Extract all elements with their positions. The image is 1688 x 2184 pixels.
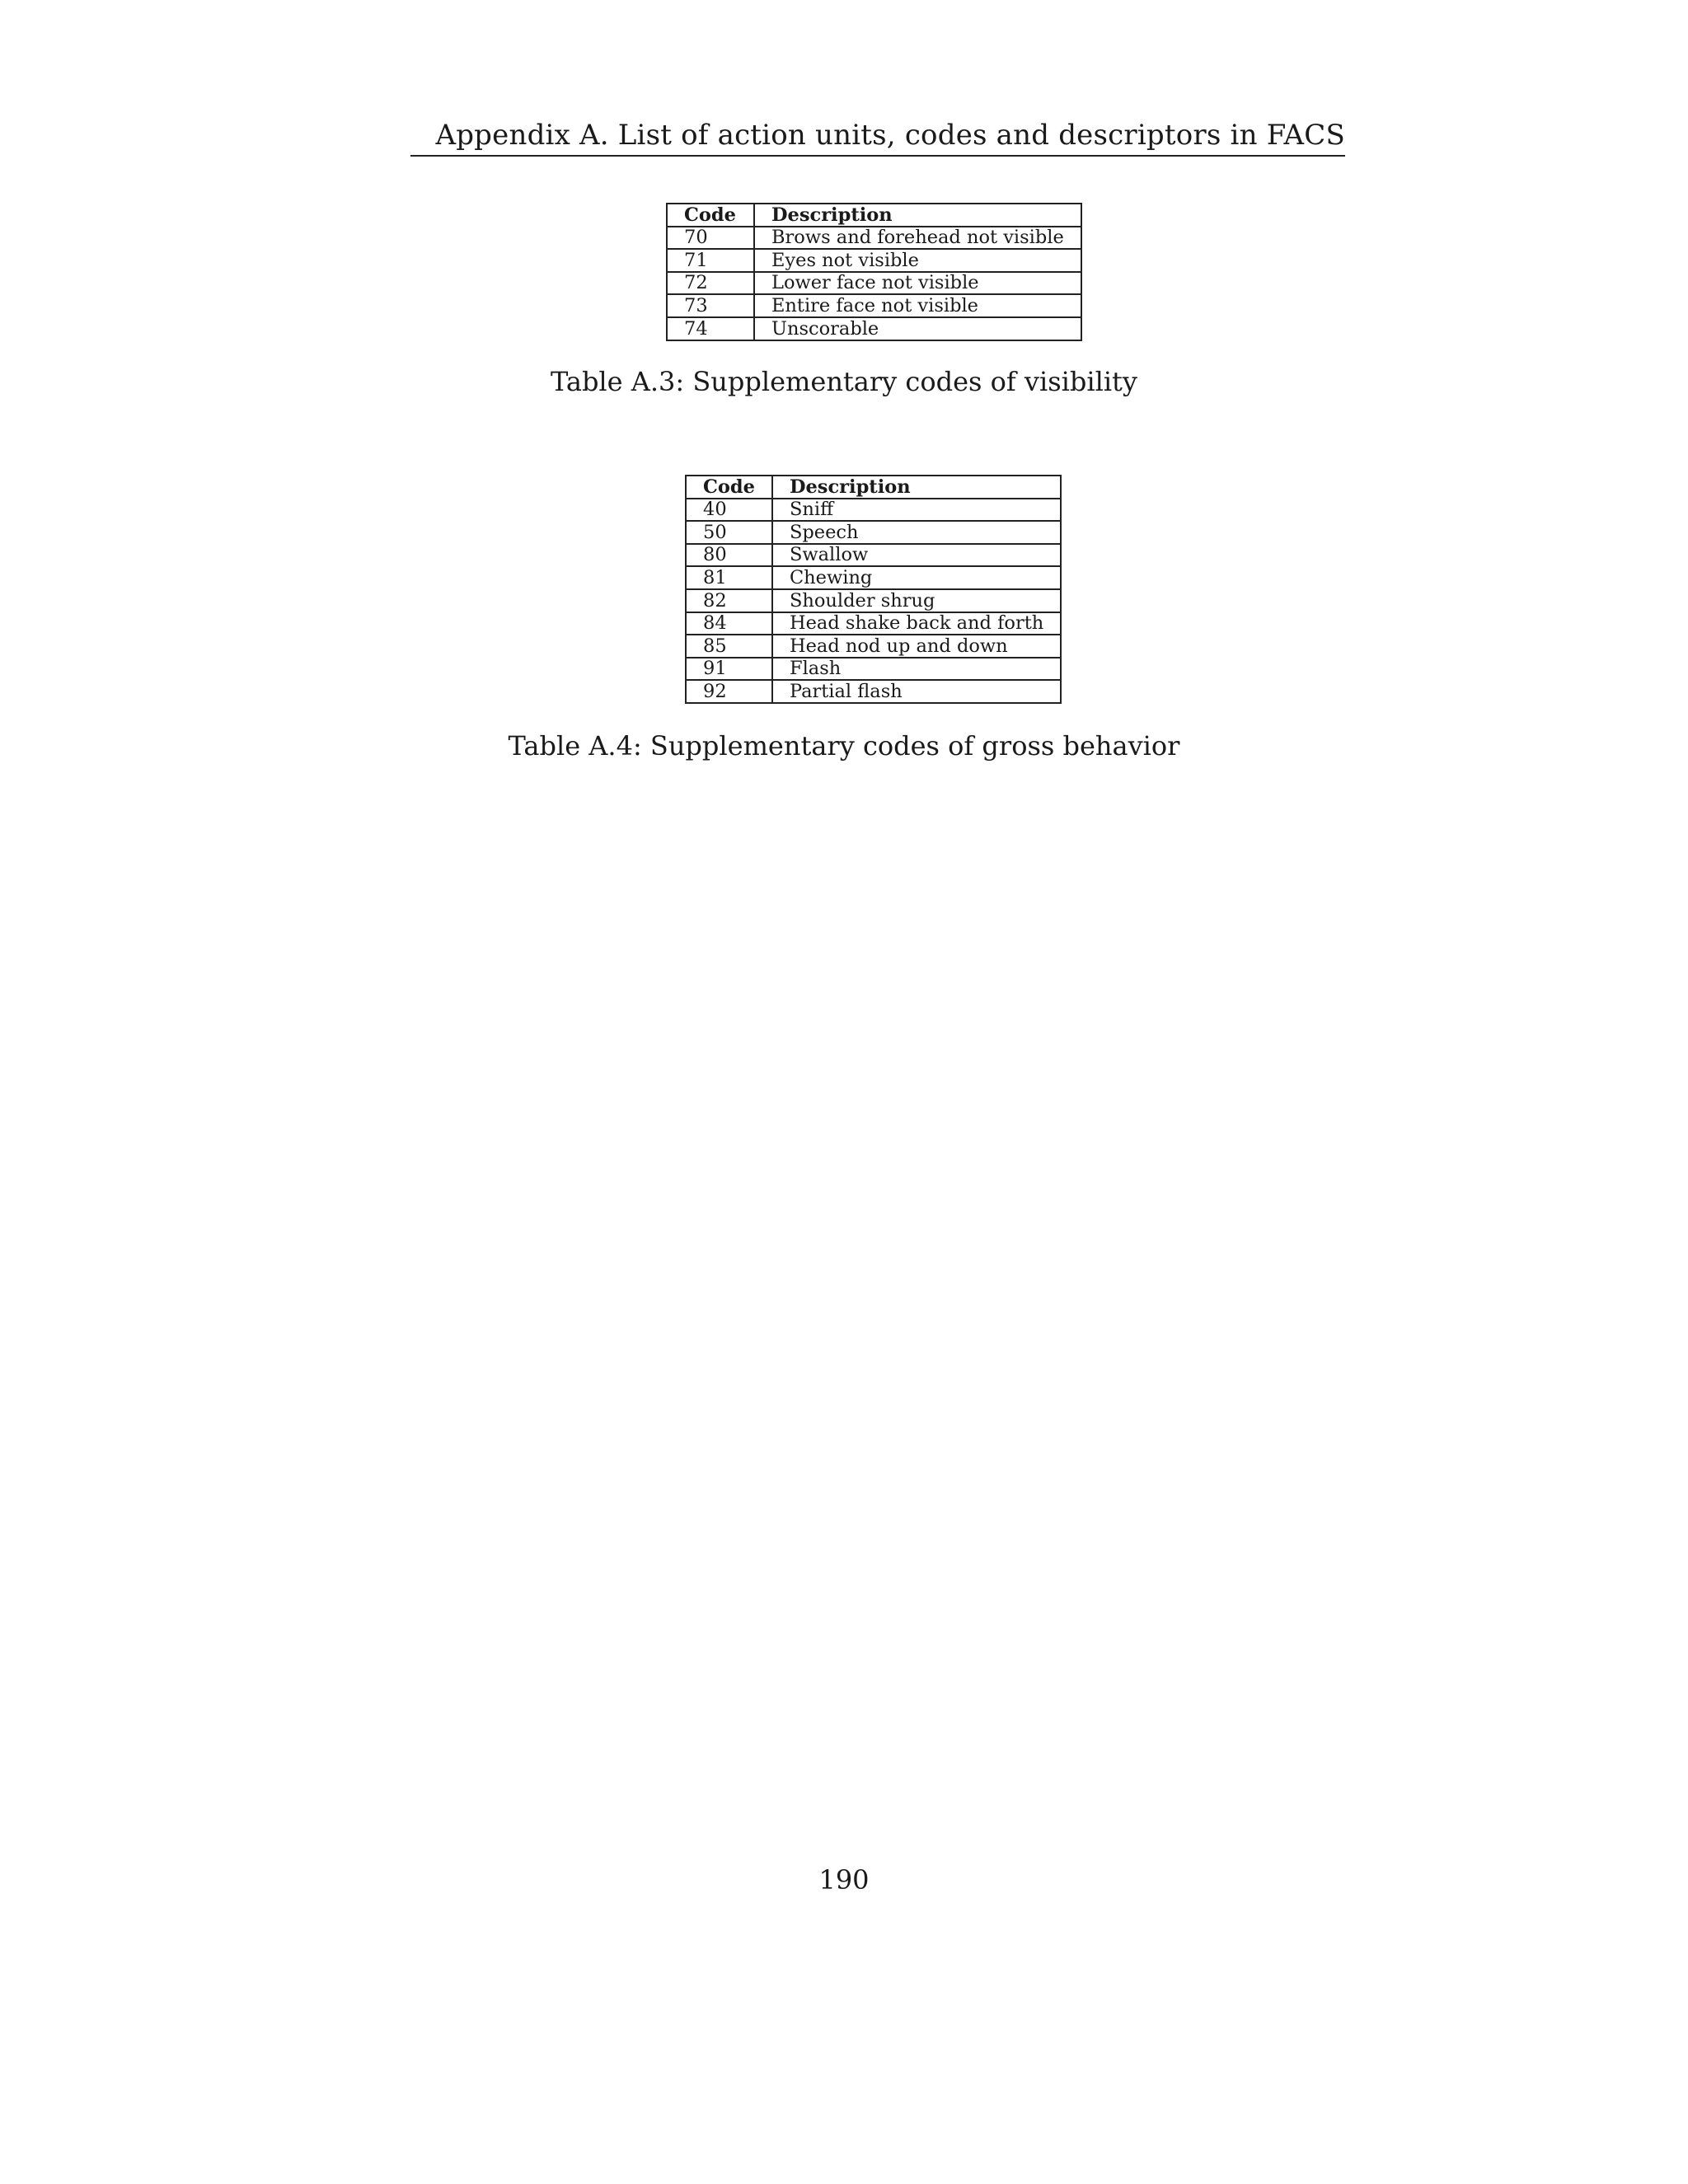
description-cell: Swallow xyxy=(772,544,1061,567)
code-cell: 70 xyxy=(667,227,754,250)
description-cell: Chewing xyxy=(772,566,1061,589)
description-cell: Head shake back and forth xyxy=(772,612,1061,635)
code-cell: 82 xyxy=(686,589,772,612)
table-header-row xyxy=(667,204,1081,227)
table-row xyxy=(686,589,1061,612)
column-header-code: Code xyxy=(686,476,772,499)
code-cell: 85 xyxy=(686,635,772,658)
table-row xyxy=(686,635,1061,658)
table-header-row xyxy=(686,476,1061,499)
description-cell: Entire face not visible xyxy=(754,294,1081,317)
code-cell: 91 xyxy=(686,658,772,681)
code-cell: 84 xyxy=(686,612,772,635)
code-cell: 71 xyxy=(667,249,754,272)
description-cell: Lower face not visible xyxy=(754,272,1081,295)
page-number: 190 xyxy=(818,1864,870,1896)
code-cell: 72 xyxy=(667,272,754,295)
table-row xyxy=(686,566,1061,589)
description-cell: Brows and forehead not visible xyxy=(754,227,1081,250)
code-cell: 81 xyxy=(686,566,772,589)
description-cell: Shoulder shrug xyxy=(772,589,1061,612)
page-header xyxy=(410,115,1345,157)
table-a4-caption: Table A.4: Supplementary codes of gross behavior xyxy=(508,730,1180,762)
description-cell: Unscorable xyxy=(754,317,1081,340)
table-row xyxy=(667,249,1081,272)
table-row xyxy=(686,499,1061,522)
code-cell: 74 xyxy=(667,317,754,340)
table-row xyxy=(686,680,1061,703)
table-row xyxy=(667,317,1081,340)
description-cell: Partial flash xyxy=(772,680,1061,703)
code-cell: 80 xyxy=(686,544,772,567)
code-cell: 50 xyxy=(686,521,772,544)
table-row xyxy=(667,294,1081,317)
description-cell: Flash xyxy=(772,658,1061,681)
table-row xyxy=(686,544,1061,567)
description-cell: Head nod up and down xyxy=(772,635,1061,658)
table-row xyxy=(686,658,1061,681)
description-cell: Speech xyxy=(772,521,1061,544)
visibility-codes-table xyxy=(666,203,1082,341)
code-cell: 40 xyxy=(686,499,772,522)
description-cell: Eyes not visible xyxy=(754,249,1081,272)
code-cell: 73 xyxy=(667,294,754,317)
table-row xyxy=(667,227,1081,250)
description-cell: Sniff xyxy=(772,499,1061,522)
table-row xyxy=(686,521,1061,544)
column-header-description: Description xyxy=(754,204,1081,227)
table-a3-caption: Table A.3: Supplementary codes of visibility xyxy=(551,366,1137,397)
running-title: Appendix A. List of action units, codes and descriptors in FACS xyxy=(435,119,1345,152)
gross-behavior-codes-table xyxy=(685,475,1062,704)
code-cell: 92 xyxy=(686,680,772,703)
table-row xyxy=(667,272,1081,295)
table-row xyxy=(686,612,1061,635)
column-header-code: Code xyxy=(667,204,754,227)
column-header-description: Description xyxy=(772,476,1061,499)
